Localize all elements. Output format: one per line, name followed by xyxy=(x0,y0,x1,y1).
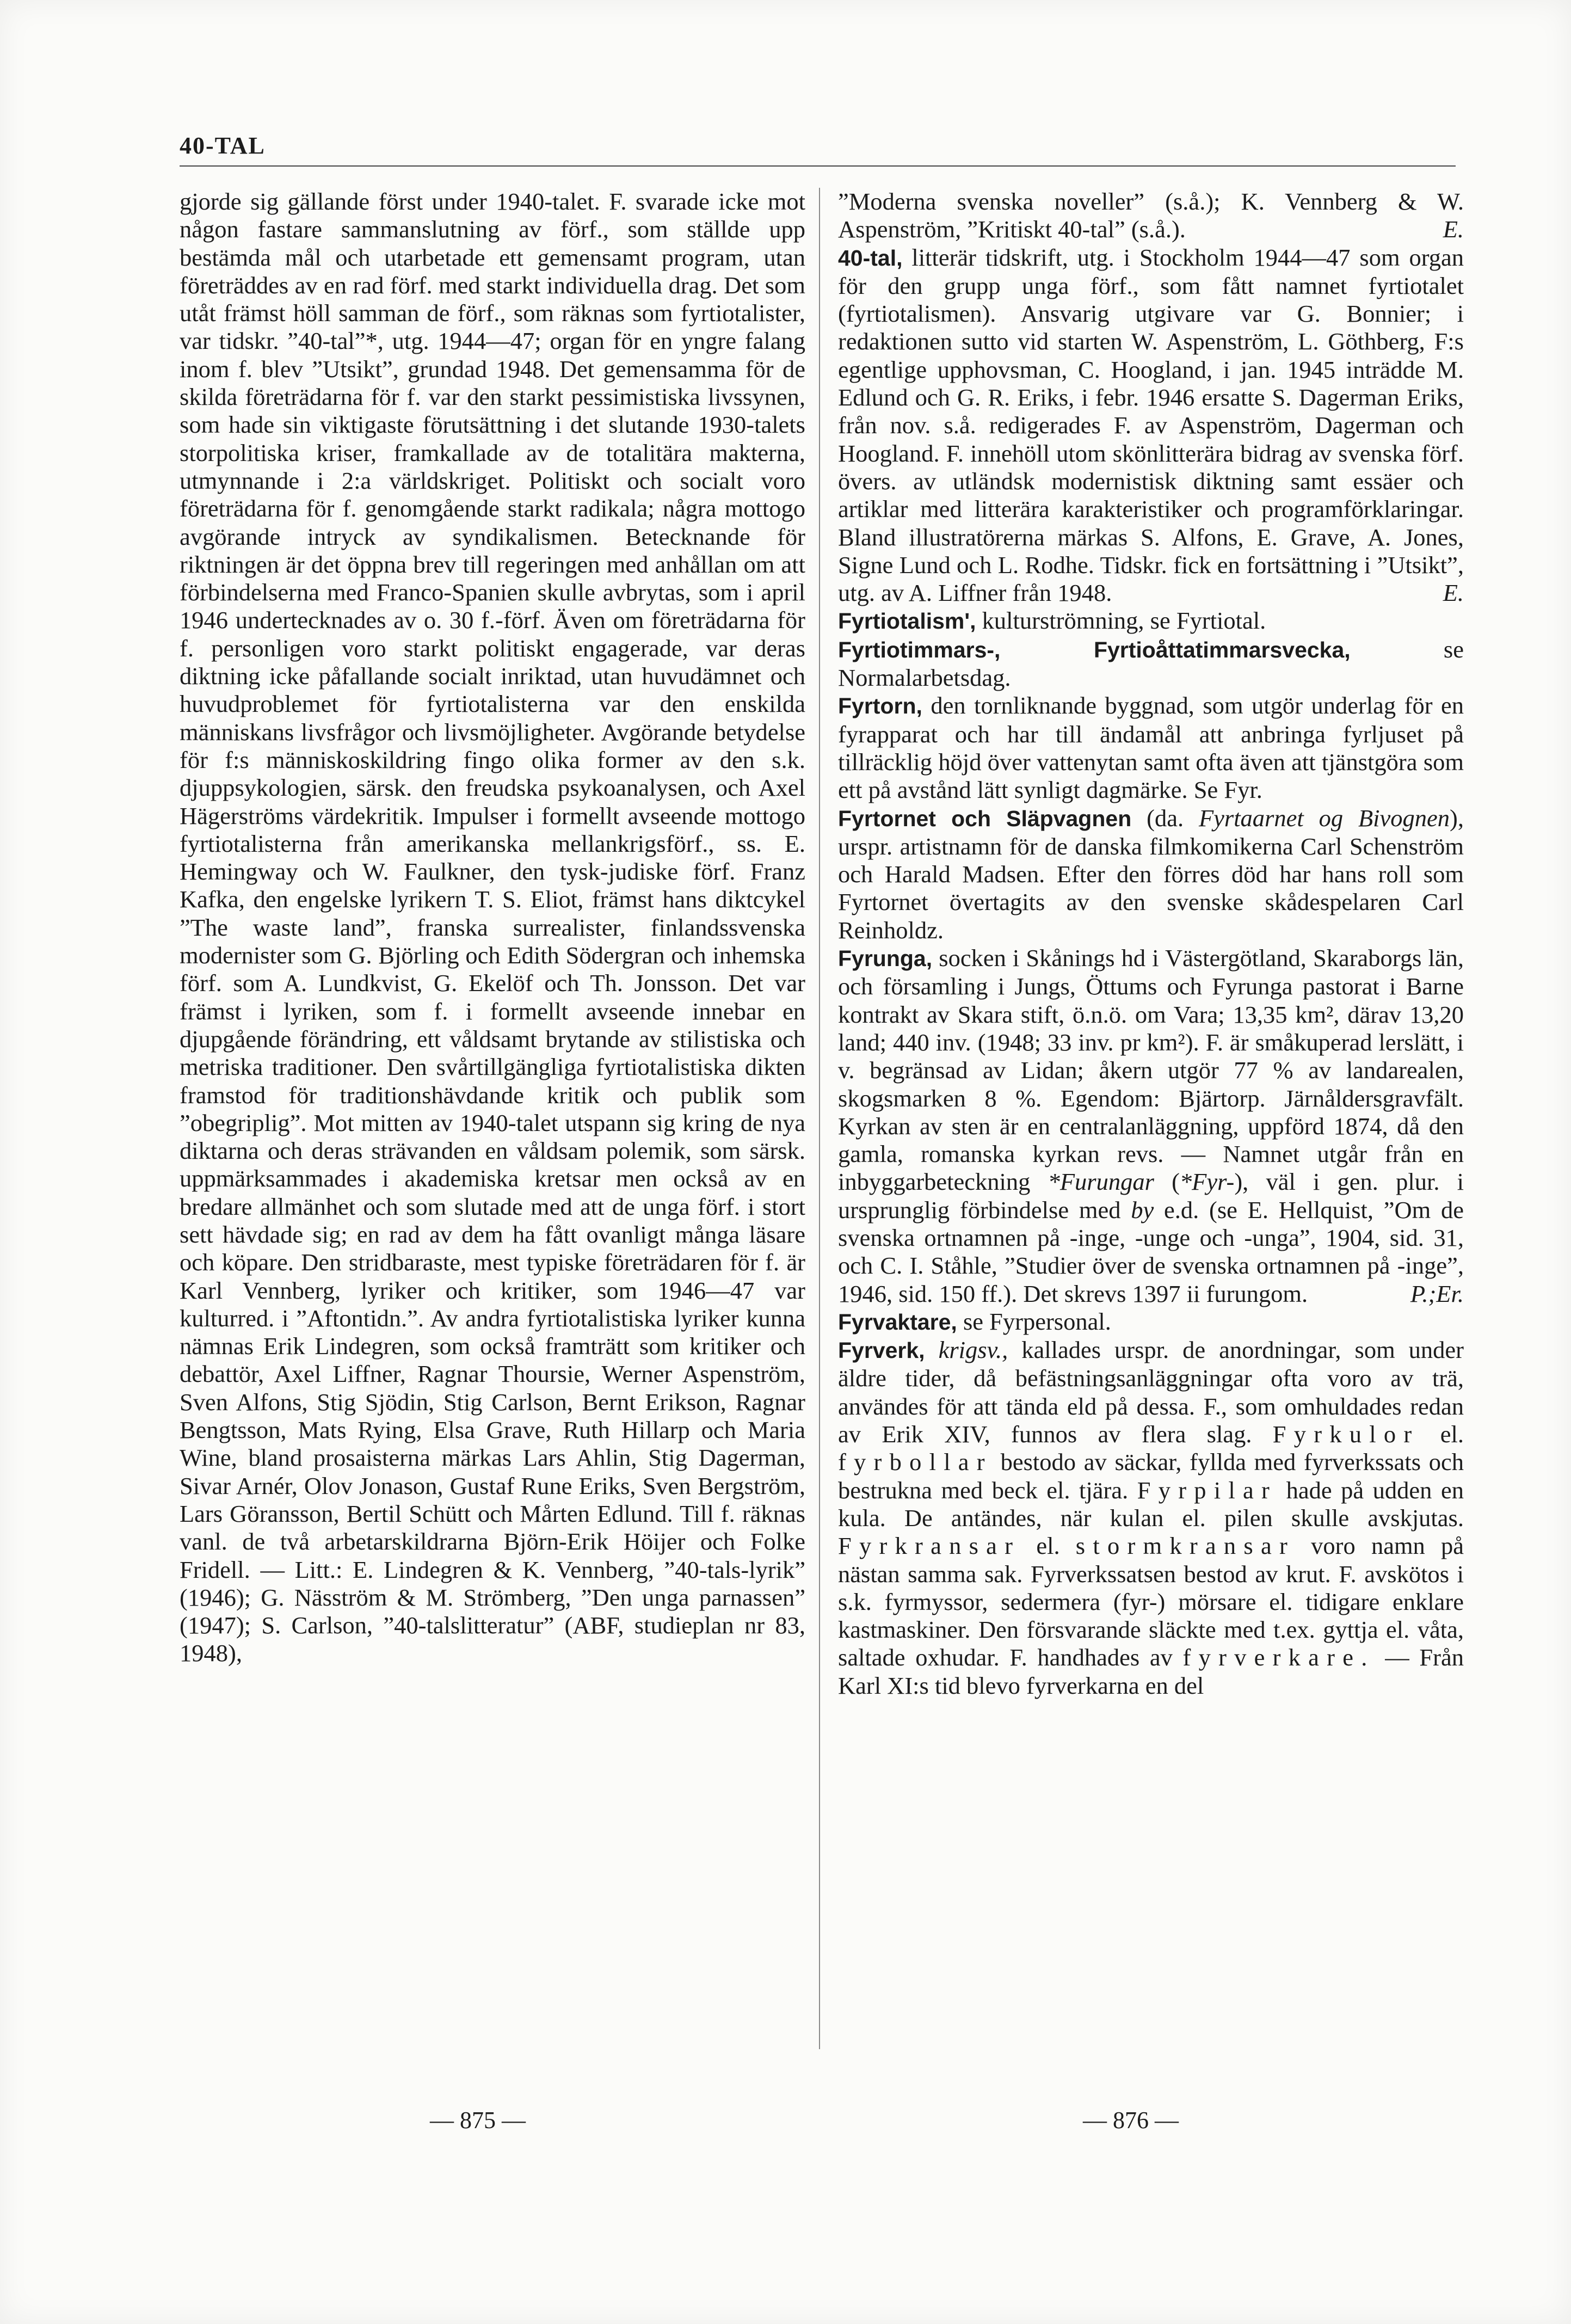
entry-body: ( xyxy=(1154,1168,1180,1196)
right-column xyxy=(838,188,1464,2044)
headword: Fyrvaktare, xyxy=(838,1309,957,1335)
italic-field-label: krigsv., xyxy=(938,1336,1008,1364)
entry-fyrtornet-och-slapvagnen xyxy=(838,804,1464,944)
entry-body: bestodo av säckar, fyllda med fyrverkssats och bestrukna med beck el. tjära. xyxy=(838,1448,1464,1504)
headword: Fyrunga, xyxy=(838,946,933,972)
entry-body: ), väl i gen. plur. i ursprunglig förbindelse med xyxy=(838,1168,1464,1224)
entry-body: kulturströmning, se Fyrtiotal. xyxy=(976,607,1266,635)
spaced-term: stormkransar xyxy=(1075,1532,1295,1560)
spaced-term: fyrbollar xyxy=(838,1448,993,1476)
headword: Fyrtiotimmars-, Fyrtioåttatimmarsvecka, xyxy=(838,637,1351,662)
entry-body: el. xyxy=(1419,1421,1464,1448)
entry-fyrtorn xyxy=(838,692,1464,804)
entry-body: el. xyxy=(1020,1532,1076,1560)
entry-fyrverk xyxy=(838,1336,1464,1700)
entry-body: hade på udden en kula. De antändes, när kulan el. pilen skulle avskjutas. xyxy=(838,1476,1464,1532)
page-number-right: — 876 — xyxy=(1083,2107,1179,2134)
author-signature: P.;Er. xyxy=(1410,1280,1464,1307)
spaced-term: Fyrkulor xyxy=(1272,1421,1420,1448)
page-number-left: — 875 — xyxy=(430,2107,526,2134)
italic-title: Fyrtaarnet og Bivognen xyxy=(1198,804,1450,832)
entry-fyrunga xyxy=(838,944,1464,1308)
headword: Fyrverk, xyxy=(838,1338,925,1363)
italic-form: by xyxy=(1131,1196,1154,1224)
spaced-term: Fyrpilar xyxy=(1137,1476,1278,1504)
entry-40-tal xyxy=(838,244,1464,607)
entry-body: kallades urspr. de anordningar, som under äldre tider, då befästningsanläggningar ofta voro av trä, användes för att tända eld på dessa. F., som omhuldades redan av Erik XIV, funnos av flera slag. xyxy=(838,1336,1464,1448)
left-column xyxy=(180,188,805,2044)
entry-body: socken i Skånings hd i Västergötland, Skaraborgs län, och församling i Jungs, Öttums och Fyrunga pastorat i Barne kontrakt av Skara stift, ö.n.ö. om Vara; 13,35 km², därav 13,20 land; 440 inv. (1948; 33 inv. pr km²). F. är småkuperad lerslätt, i v. begränsad av Lidan; åkern utgör 77 % av landarealen, skogsmarken 8 %. Egendom: Bjärtorp. Järnåldersgravfält. Kyrkan av sten är en centralanläggning, uppförd 1874, då den gamla, romanska kyrkan revs. — Namnet utgår från en inbyggarbeteckning xyxy=(838,944,1464,1196)
entry-body: se Normalarbetsdag. xyxy=(838,635,1464,692)
spaced-term: Fyrkransar xyxy=(838,1532,1021,1560)
running-head: 40-TAL xyxy=(180,132,266,159)
entry-body: se Fyrpersonal. xyxy=(957,1307,1111,1335)
entry-body: litterär tidskrift, utg. i Stockholm 1944—47 som organ för den grupp unga förf., som fått namnet fyrtiotalet (fyrtiotalismen). Ansvarig utgivare var G. Bonnier; i redaktionen sutto vid starten W. Aspenström, L. Göthberg, F:s egentlige upphovsman, C. Hoogland, i jan. 1945 inträdde M. Edlund och G. R. Eriks, i febr. 1946 ersatte S. Dagerman Eriks, från nov. s.å. redigerades F. av Aspenström, Dagerman och Hoogland. F. innehöll utom skönlitterära bidrag av svenska förf. övers. av utländsk modernistisk diktning samt essäer och artiklar med litterära karakteristiker och programförklaringar. Bland illustratörerna märkas S. Alfons, E. Grave, A. Jones, Signe Lund och L. Rodhe. Tidskr. fick en fortsättning i ”Utsikt”, utg. av A. Liffner från 1948. xyxy=(838,243,1464,607)
header-rule xyxy=(180,165,1456,167)
headword: Fyrtiotalism', xyxy=(838,608,976,634)
entry-body: e.d. (se E. Hellquist, ”Om de svenska ortnamnen på -inge, -unge och -unga”, 1904, sid. 31, och C. I. Ståhle, ”Studier över de svenska ortnamnen på -inge”, 1946, sid. 150 ff.). Det skrevs 1397 ii furungom. xyxy=(838,1196,1464,1307)
entry-body: (da. xyxy=(1131,804,1199,832)
entry-body: voro namn på nästan samma sak. Fyrverkssatsen bestod av krut. F. avskötos i s.k. fyrmyssor, sedermera (fyr-) mörsare el. tidigare enklare kastmaskiner. Den försvarande släckte med t.ex. gyttja el. våta, saltade oxhudar. F. handhades av xyxy=(838,1532,1464,1671)
entry-fyrtiotalism xyxy=(838,607,1464,635)
headword: 40-tal, xyxy=(838,245,903,270)
spaced-term: fyrverkare. xyxy=(1182,1644,1375,1671)
entry-body: — Från Karl XI:s tid blevo fyrverkarna en del xyxy=(838,1644,1464,1699)
entry-fyrvaktare xyxy=(838,1308,1464,1336)
entry-body: den tornliknande byggnad, som utgör underlag för en fyrapparat och har till ändamål att anbringa fyrljuset på tillräcklig höjd över vattenytan samt ofta även att tjänstgöra som ett på avstånd lätt synligt dagmärke. Se Fyr. xyxy=(838,692,1464,804)
entry-body: ), urspr. artistnamn för de danska filmkomikerna Carl Schenström och Harald Madsen. Efter den förres död har hans roll som Fyrtornet övertagits av den svenske skådespelaren Carl Reinholdz. xyxy=(838,804,1464,944)
entry-fyrtiotimmarsvecka xyxy=(838,636,1464,692)
article-continuation-40-talet: gjorde sig gällande först under 1940-talet. F. svarade icke mot någon fastare sammanslutning av förf., som ställde upp bestämda mål och utarbetade ett gemensamt program, utan företräddes av en rad förf. med starkt individuella drag. Det som utåt främst höll samman de förf., som räknas som fyrtiotalister, var tidskr. ”40-tal”*, utg. 1944—47; organ för en yngre falang inom f. blev ”Utsikt”, grundad 1948. Det gemensamma för de skilda företrädarna för f. var den starkt pessimistiska livssynen, som hade sin viktigaste förutsättning i det slutande 1930-talets storpolitiska kriser, framkallade av de totalitära makterna, utmynnande i 2:a världskriget. Politiskt och socialt voro företrädarna för f. genomgående starkt radikala; några mottogo avgörande intryck av syndikalismen. Betecknande för riktningen är det öppna brev till regeringen med anhållan om att förbindelserna med Franco-Spanien skulle avbrytas, som i april 1946 undertecknades av o. 30 f.-förf. Även om företrädarna för f. personligen voro starkt politiskt engagerade, var deras diktning icke påfallande socialt inriktad, utan huvudämnet och huvudproblemet för fyrtiotalisterna var den enskilda människans livsfrågor och livsmöjligheter. Avgörande betydelse för f:s människoskildring fingo olika former av den s.k. djuppsykologien, särsk. den freudska psykoanalysen, och Axel Hägerströms värdekritik. Impulser i formellt avseende mottogo fyrtiotalisterna från amerikanska mellankrigsförf., ss. E. Hemingway och W. Faulkner, den tysk-judiske förf. Franz Kafka, den engelske lyrikern T. S. Eliot, främst hans diktcykel ”The waste land”, franska surrealister, finlandssvenska modernister som G. Björling och Edith Södergran och inhemska förf. som A. Lundkvist, G. Ekelöf och Th. Jonsson. Det var främst i lyriken, som f. i formellt avseende innebar en djupgående förändring, ett våldsamt brytande av stilistiska och metriska traditioner. Den svårtillgängliga fyrtiotalistiska dikten framstod för traditionshävdande kritik och publik som ”obegriplig”. Mot mitten av 1940-talet utspann sig kring de nya diktarna och deras strävanden en våldsam polemik, som särsk. uppmärksammades i akademiska kretsar men också av en bredare allmänhet och som slutade med att de unga förf. i stort sett hävdade sig; en rad av dem ha fått ovanligt många läsare och köpare. Den stridbaraste, mest typiske företrädaren för f. är Karl Vennberg, lyriker och kritiker, som 1946—47 var kulturred. i ”Aftontidn.”. Av andra fyrtiotalistiska lyriker kunna nämnas Erik Lindegren, som också framträtt som kritiker och debattör, Axel Liffner, Ragnar Thoursie, Werner Aspenström, Sven Alfons, Stig Sjödin, Stig Carlson, Bernt Erikson, Ragnar Bengtsson, Mats Rying, Elsa Grave, Ruth Hillarp och Maria Wine, bland prosaisterna märkas Lars Ahlin, Stig Dagerman, Sivar Arnér, Olov Jonason, Gustaf Rune Eriks, Sven Bergström, Lars Göransson, Bertil Schütt och Mårten Edlund. Till f. räknas vanl. de två arbetarskildrarna Björn-Erik Höijer och Folke Fridell. — Litt.: E. Lindegren & K. Vennberg, ”40-tals-lyrik” (1946); G. Näsström & M. Strömberg, ”Den unga parnassen” (1947); S. Carlson, ”40-talslitteratur” (ABF, studieplan nr 83, 1948), xyxy=(180,188,805,1667)
headword: Fyrtorn, xyxy=(838,693,922,719)
continuation-text: ”Moderna svenska noveller” (s.å.); K. Vennberg & W. Aspenström, ”Kritiskt 40-tal” (s.å.). xyxy=(838,188,1464,243)
author-signature: E. xyxy=(1443,216,1464,243)
article-continuation-literature xyxy=(838,188,1464,244)
italic-form: *Fyr- xyxy=(1179,1168,1235,1196)
column-divider xyxy=(819,188,820,2049)
headword: Fyrtornet och Släpvagnen xyxy=(838,806,1132,831)
author-signature: E. xyxy=(1443,579,1464,607)
italic-form: *Furungar xyxy=(1048,1168,1154,1196)
